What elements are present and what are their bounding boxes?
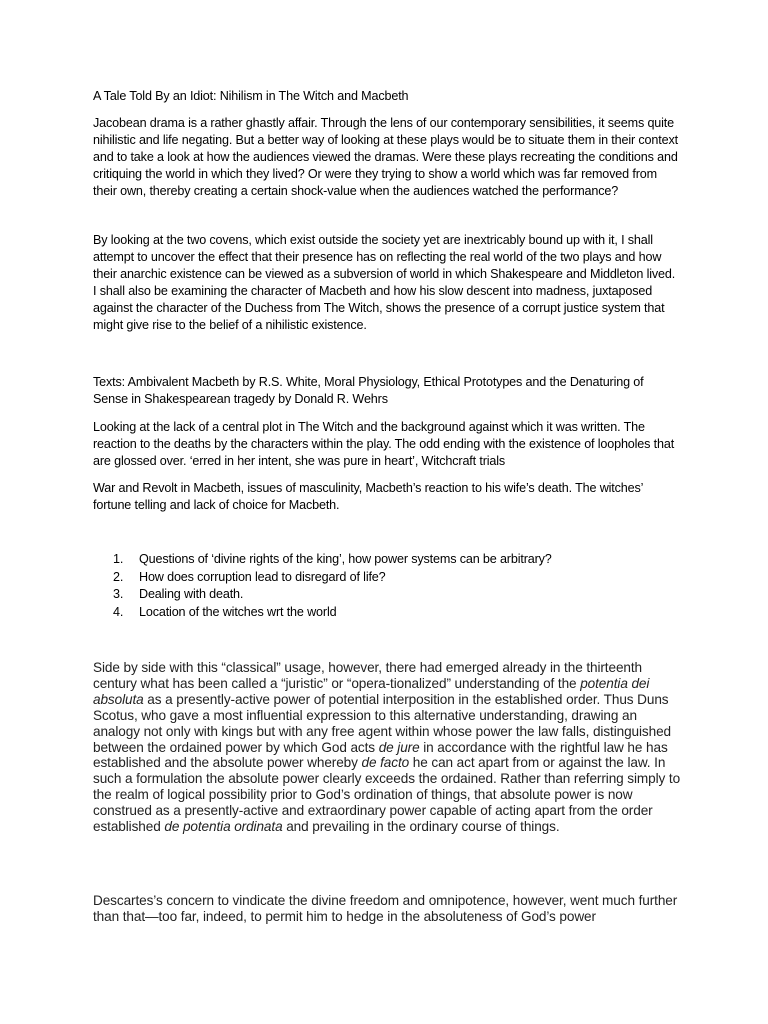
questions-list bbox=[113, 551, 673, 622]
list-number: 2. bbox=[113, 569, 124, 584]
list-item bbox=[113, 586, 673, 604]
quote-italic: de jure bbox=[378, 739, 420, 755]
thesis-paragraph: By looking at the two covens, which exist outside the society yet are inextricably bound up with it, I shall attempt to uncover the effect that their presence has on reflecting the real world of the two plays and how their anarchic existence can be viewed as a subversion of world in which Shakespeare and Middleton lived. I shall also be examining the character of Macbeth and how his slow descent into madness, juxtaposed against the character of the Duchess from The Witch, shows the presence of a corrupt justice system that might give rise to the belief of a nihilistic existence. bbox=[93, 233, 676, 332]
list-text: Questions of ‘divine rights of the king’, how power systems can be arbitrary? bbox=[139, 552, 552, 566]
document-title: A Tale Told By an Idiot: Nihilism in The Witch and Macbeth bbox=[93, 89, 409, 103]
quoted-passage bbox=[93, 660, 683, 835]
quote-text: Side by side with this “classical” usage, however, there had emerged already in the thirteenth century what has been called a “juristic” or “opera-tionalized” understanding of the bbox=[93, 660, 643, 691]
macbeth-notes-paragraph: War and Revolt in Macbeth, issues of masculinity, Macbeth’s reaction to his wife’s death. The witches’ fortune telling and lack of choice for Macbeth. bbox=[93, 481, 643, 512]
quote-italic: de facto bbox=[361, 755, 410, 771]
intro-paragraph: Jacobean drama is a rather ghastly affair. Through the lens of our contemporary sensibilities, it seems quite nihilistic and life negating. But a better way of looking at these plays would be to situate them in their context and to take a look at how the audiences viewed the dramas. Were these plays recreating the conditions and critiquing the world in which they lived? Or were they trying to show a world which was far removed from their own, thereby creating a certain shock-value when the audiences watched the performance? bbox=[93, 116, 678, 198]
quote-text: he can act apart from or against the law. In such a formulation the absolute power clearly exceeds the ordained. Rather than referring simply to the realm of logical possibility prior to God’s ordination of things, that absolute power is now construed as a presently-active and extraordinary power capable of acting apart from the order established bbox=[93, 755, 681, 835]
list-text: Location of the witches wrt the world bbox=[139, 605, 337, 620]
list-text: Dealing with death. bbox=[139, 587, 244, 602]
quote-text: in accordance with the rightful law he has established and the absolute power whereby bbox=[93, 739, 668, 771]
quote-italic: potentia dei absoluta bbox=[93, 675, 650, 707]
texts-paragraph: Texts: Ambivalent Macbeth by R.S. White, Moral Physiology, Ethical Prototypes and the Denaturing of Sense in Shakespearean tragedy by Donald R. Wehrs bbox=[93, 375, 644, 406]
quote-text: as a presently-active power of potential interposition in the established order. Thus Duns Scotus, who gave a most influential expression to this alternative understanding, drawing an analogy not only with kings but with any free agent within whose power the law falls, distinguished between the ordained power by which God acts bbox=[93, 691, 671, 755]
list-number: 1. bbox=[113, 552, 124, 566]
list-item bbox=[113, 604, 673, 622]
descartes-passage: Descartes’s concern to vindicate the divine freedom and omnipotence, however, went much further than that—too far, indeed, to permit him to hedge in the absoluteness of God’s power bbox=[93, 893, 678, 924]
list-item bbox=[113, 569, 673, 587]
quote-italic: de potentia ordinata bbox=[164, 819, 283, 835]
list-text: How does corruption lead to disregard of life? bbox=[139, 569, 386, 584]
list-item bbox=[113, 551, 673, 569]
list-number: 3. bbox=[113, 587, 124, 602]
list-number: 4. bbox=[113, 605, 124, 620]
quote-text: and prevailing in the ordinary course of things. bbox=[282, 819, 560, 835]
witch-notes-paragraph: Looking at the lack of a central plot in The Witch and the background against which it was written. The reaction to the deaths by the characters within the play. The odd ending with the existence of loopholes that are glossed over. ‘erred in her intent, she was pure in heart’, Witchcraft trials bbox=[93, 420, 675, 468]
